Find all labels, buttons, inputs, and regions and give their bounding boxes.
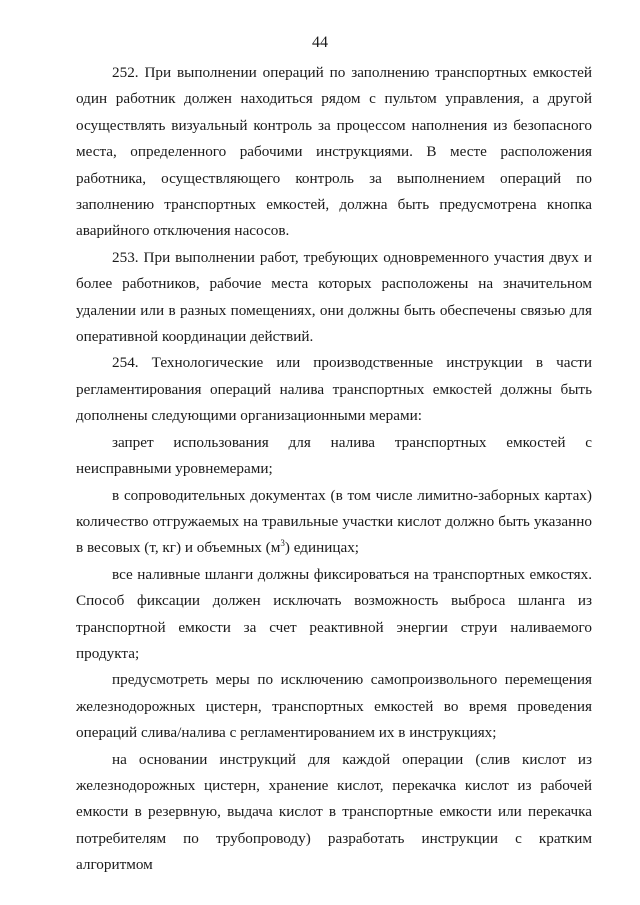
list-item-operation-instructions: на основании инструкций для каждой операции (слив кислот из железнодорожных цистерн, хранение кислот, перекачка кислот из рабочей емкости в резервную, выдача кислот в транспортные емкости или перекачка потребителям по трубопроводу) разработать инструкции с кратким алгоритмом — [76, 750, 592, 874]
list-item-ban-faulty-gauges: запрет использования для налива транспортных емкостей с неисправными уровнемерами; — [76, 433, 592, 478]
list-item-hose-fixation: все наливные шланги должны фиксироваться на транспортных емкостях. Способ фиксации должен исключать возможность выброса шланга из транспортной емкости за счет реактивной энергии струи наливаемого продукта; — [76, 565, 592, 662]
paragraph-254: 254. Технологические или производственные инструкции в части регламентирования операций налива транспортных емкостей должны быть дополнены следующими организационными мерами: — [76, 354, 592, 425]
paragraph-252: 252. При выполнении операций по заполнению транспортных емкостей один работник должен находиться рядом с пультом управления, а другой осуществлять визуальный контроль за процессом наполнения из безопасного места, определенного рабочими инструкциями. В месте расположения работника, осуществляющего контроль за выполнением операций по заполнению транспортных емкостей, должна быть предусмотрена кнопка аварийного отключения насосов. — [76, 64, 592, 240]
list-item-shipping-documents-text: в сопроводительных документах (в том числе лимитно-заборных картах) количество отгружаемых на травильные участки кислот должно быть указанно в весовых (т, кг) и объемных (м — [76, 486, 592, 557]
document-body — [76, 60, 592, 879]
list-item-shipping-documents — [76, 483, 592, 562]
list-item-shipping-documents-tail: ) единицах; — [284, 539, 360, 557]
list-item-tank-movement: предусмотреть меры по исключению самопроизвольного перемещения железнодорожных цистерн, транспортных емкостей во время проведения операций слива/налива с регламентированием их в инструкциях; — [76, 671, 592, 742]
page-number: 44 — [312, 34, 328, 51]
superscript-cubic: 3 — [280, 538, 285, 549]
paragraph-253: 253. При выполнении работ, требующих одновременного участия двух и более работников, рабочие места которых расположены на значительном удалении или в разных помещениях, они должны быть обеспечены связью для оперативной координации действий. — [76, 248, 592, 346]
